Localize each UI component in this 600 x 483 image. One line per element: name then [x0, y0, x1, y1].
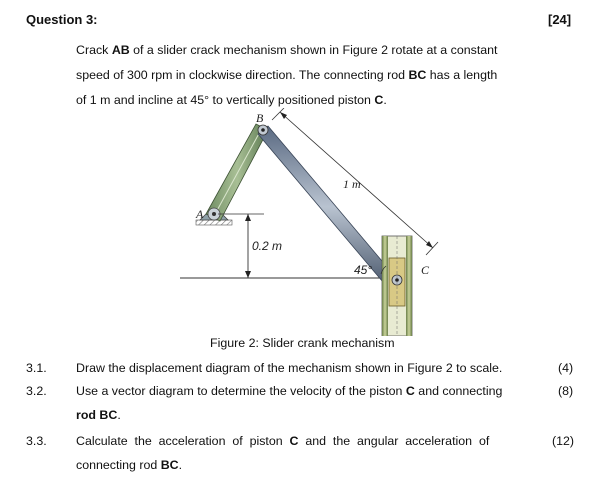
mechanism-diagram	[168, 108, 468, 336]
question-title: Question 3:	[26, 12, 98, 27]
item-number-3-3: 3.3.	[26, 434, 47, 448]
intro-line-3: of 1 m and incline at 45° to vertically positioned piston C.	[76, 93, 387, 107]
item-number-3-1: 3.1.	[26, 361, 47, 375]
label-angle: 45°	[354, 263, 373, 277]
figure-caption: Figure 2: Slider crank mechanism	[210, 336, 395, 350]
connecting-rod-bc	[258, 125, 398, 288]
label-b: B	[256, 111, 264, 125]
label-c: C	[421, 263, 430, 277]
crank-ab	[206, 124, 268, 221]
item-marks-3-1: (4)	[558, 361, 574, 375]
intro-line-1: Crack AB of a slider crack mechanism shown in Figure 2 rotate at a constant	[76, 43, 498, 57]
label-height: 0.2 m	[252, 239, 283, 253]
mechanism-figure	[168, 108, 468, 336]
item-marks-3-3: (12)	[552, 434, 575, 448]
item-text-3-3: Calculate the acceleration of piston C and the angular acceleration of connecting rod BC.	[76, 434, 490, 472]
label-a: A	[196, 207, 204, 221]
item-text-3-2: Use a vector diagram to determine the velocity of the piston C and connecting rod BC.	[76, 384, 503, 422]
label-length: 1 m	[343, 177, 361, 191]
item-marks-3-2: (8)	[558, 384, 574, 398]
item-number-3-2: 3.2.	[26, 384, 47, 398]
question-intro	[76, 38, 556, 113]
intro-line-2: speed of 300 rpm in clockwise direction. The connecting rod BC has a length	[76, 68, 498, 82]
question-total-marks: [24]	[548, 12, 572, 27]
piston-guide	[382, 236, 412, 336]
item-text-3-1: Draw the displacement diagram of the mechanism shown in Figure 2 to scale.	[76, 361, 503, 375]
